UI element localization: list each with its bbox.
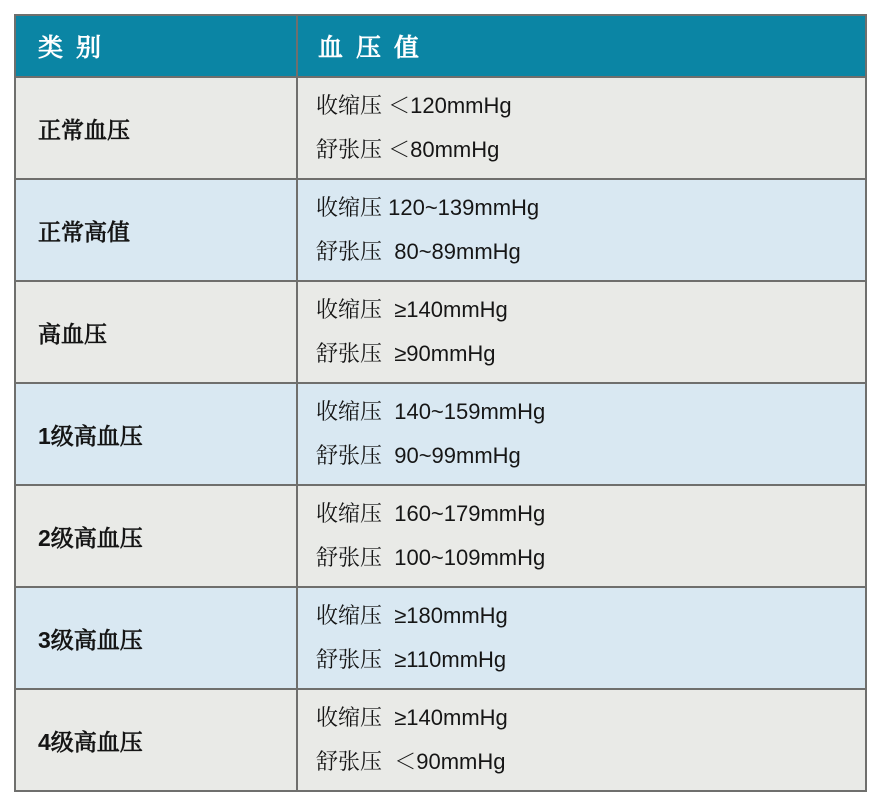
table-row bbox=[15, 281, 866, 383]
systolic-value: 收缩压 140~159mmHg bbox=[316, 399, 546, 425]
systolic-value: 收缩压 ＜120mmHg bbox=[316, 93, 512, 119]
diastolic-value: 舒张压 ≥90mmHg bbox=[316, 340, 496, 366]
value-lines bbox=[298, 78, 865, 178]
category-cell: 正常高值 bbox=[15, 179, 297, 281]
column-header-value: 血 压 值 bbox=[297, 15, 866, 77]
value-lines bbox=[298, 588, 865, 688]
value-cell bbox=[297, 689, 866, 791]
systolic-value: 收缩压 160~179mmHg bbox=[316, 501, 546, 527]
systolic-value: 收缩压 120~139mmHg bbox=[316, 195, 540, 221]
value-lines bbox=[298, 690, 865, 790]
diastolic-value: 舒张压 100~109mmHg bbox=[316, 544, 546, 570]
category-cell: 1级高血压 bbox=[15, 383, 297, 485]
value-lines bbox=[298, 180, 865, 280]
header-row bbox=[15, 15, 866, 77]
systolic-value: 收缩压 ≥140mmHg bbox=[316, 297, 508, 323]
table-row bbox=[15, 689, 866, 791]
value-cell bbox=[297, 281, 866, 383]
diastolic-value: 舒张压 90~99mmHg bbox=[316, 442, 521, 468]
diastolic-value: 舒张压 80~89mmHg bbox=[316, 238, 521, 264]
table-row bbox=[15, 179, 866, 281]
category-cell: 高血压 bbox=[15, 281, 297, 383]
value-lines bbox=[298, 282, 865, 382]
diastolic-value: 舒张压 ＜90mmHg bbox=[316, 748, 506, 774]
table-row bbox=[15, 77, 866, 179]
blood-pressure-table bbox=[14, 14, 867, 792]
table-row bbox=[15, 485, 866, 587]
diastolic-value: 舒张压 ＜80mmHg bbox=[316, 136, 500, 162]
value-cell bbox=[297, 77, 866, 179]
category-cell: 2级高血压 bbox=[15, 485, 297, 587]
value-cell bbox=[297, 383, 866, 485]
systolic-value: 收缩压 ≥140mmHg bbox=[316, 705, 508, 731]
table-header bbox=[15, 15, 866, 77]
systolic-value: 收缩压 ≥180mmHg bbox=[316, 603, 508, 629]
value-cell bbox=[297, 179, 866, 281]
value-cell bbox=[297, 587, 866, 689]
value-cell bbox=[297, 485, 866, 587]
column-header-category: 类 别 bbox=[15, 15, 297, 77]
category-cell: 4级高血压 bbox=[15, 689, 297, 791]
table-row bbox=[15, 383, 866, 485]
table-row bbox=[15, 587, 866, 689]
value-lines bbox=[298, 486, 865, 586]
diastolic-value: 舒张压 ≥110mmHg bbox=[316, 646, 507, 672]
category-cell: 正常血压 bbox=[15, 77, 297, 179]
table-body bbox=[15, 77, 866, 791]
category-cell: 3级高血压 bbox=[15, 587, 297, 689]
value-lines bbox=[298, 384, 865, 484]
